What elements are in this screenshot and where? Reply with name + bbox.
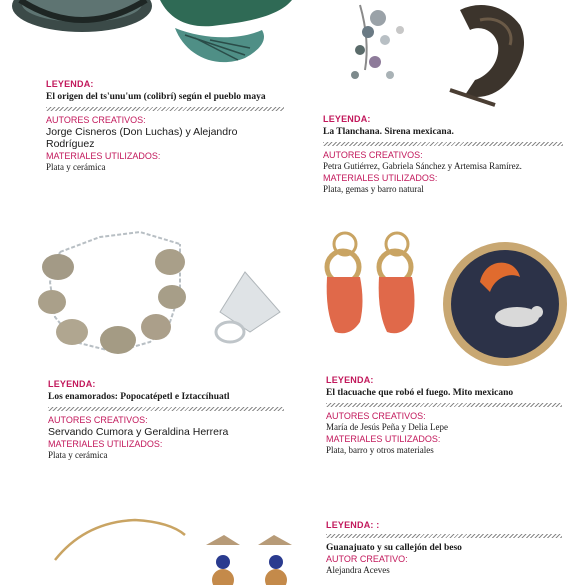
item-5-caption — [326, 520, 562, 577]
legend-label: LEYENDA: — [48, 379, 96, 389]
legend-label: LEYENDA: : — [326, 520, 380, 530]
legend-label: LEYENDA: — [46, 79, 94, 89]
item-4-caption — [326, 375, 562, 457]
mermaid-jewelry-photo — [330, 0, 560, 112]
legend-label: LEYENDA: — [326, 375, 374, 385]
item-3-caption — [48, 379, 284, 462]
item-2-caption — [323, 114, 563, 196]
legend-title: Los enamorados: Popocatépetl e Iztaccíhuatl — [48, 392, 230, 402]
legend-title: El origen del ts'unu'um (colibrí) según el pueblo maya — [46, 92, 266, 102]
legend-title: Guanajuato y su callejón del beso — [326, 543, 462, 553]
authors-heading: AUTORES CREATIVOS: — [326, 411, 426, 421]
divider — [46, 107, 284, 111]
authors-heading: AUTORES CREATIVOS: — [323, 150, 423, 160]
materials-value: Plata, barro y otros materiales — [326, 445, 434, 455]
authors-heading: AUTORES CREATIVOS: — [48, 415, 148, 425]
authors-value: Servando Cumora y Geraldina Herrera — [48, 426, 229, 438]
divider — [326, 534, 562, 538]
divider — [326, 403, 562, 407]
materials-value: Plata, gemas y barro natural — [323, 184, 424, 194]
item-1-caption — [46, 79, 284, 174]
hummingbird-jewelry-photo — [0, 0, 300, 72]
authors-heading: AUTOR CREATIVO: — [326, 554, 408, 564]
materials-heading: MATERIALES UTILIZADOS: — [323, 173, 438, 183]
tlacuache-jewelry-photo — [305, 222, 580, 370]
legend-label: LEYENDA: — [323, 114, 371, 124]
materials-value: Plata y cerámica — [48, 450, 108, 460]
authors-value: Alejandra Aceves — [326, 565, 390, 575]
guanajuato-jewelry-photo — [40, 500, 300, 585]
legend-title: El tlacuache que robó el fuego. Mito mexicano — [326, 388, 514, 398]
volcano-necklace-photo — [30, 222, 290, 370]
authors-heading: AUTORES CREATIVOS: — [46, 115, 146, 125]
materials-heading: MATERIALES UTILIZADOS: — [46, 151, 161, 161]
legend-title: La Tlanchana. Sirena mexicana. — [323, 127, 454, 137]
authors-value: María de Jesús Peña y Delia Lepe — [326, 422, 448, 432]
materials-heading: MATERIALES UTILIZADOS: — [48, 439, 163, 449]
materials-heading: MATERIALES UTILIZADOS: — [326, 434, 441, 444]
authors-value: Jorge Cisneros (Don Luchas) y Alejandro Rodríguez — [46, 126, 238, 150]
authors-value: Petra Gutiérrez, Gabriela Sánchez y Artemisa Ramírez. — [323, 161, 522, 171]
materials-value: Plata y cerámica — [46, 162, 106, 172]
divider — [48, 407, 284, 411]
divider — [323, 142, 563, 146]
